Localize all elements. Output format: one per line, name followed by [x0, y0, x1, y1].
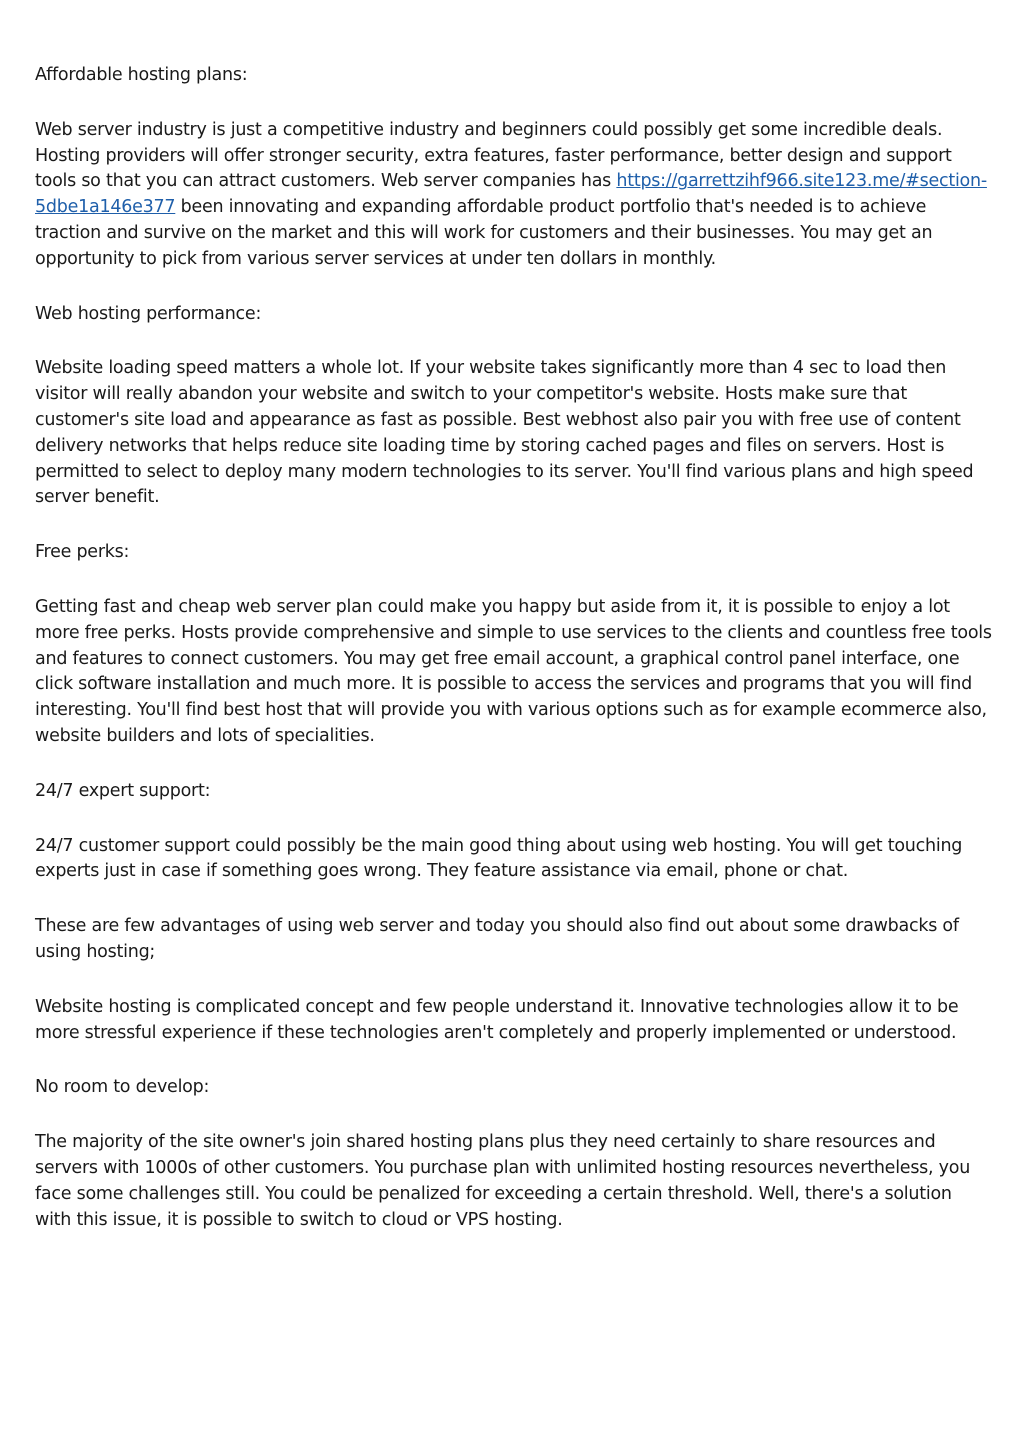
paragraph-support: 24/7 customer support could possibly be the main good thing about using web hosting. You will get touching experts just in case if something goes wrong. They feature assistance via email, phone or chat.	[35, 835, 963, 882]
site-link[interactable]: https://garrettzihf966.site123.me/#section-5dbe1a146e377	[35, 171, 987, 218]
section-heading-plans: Affordable hosting plans:	[35, 65, 248, 85]
paragraph-plans	[35, 118, 993, 273]
paragraph-complicated: Website hosting is complicated concept and few people understand it. Innovative technologies allow it to be more stressful experience if these technologies aren't completely and properly implemented or understood.	[35, 996, 959, 1043]
paragraph-plans-text-start: Web server industry is just a competitive industry and beginners could possibly get some incredible deals. Hosting providers will offer stronger security, extra features, faster performance, better design and support tools so that you can attract customers. Web server companies has	[35, 119, 952, 192]
paragraph-perks: Getting fast and cheap web server plan could make you happy but aside from it, it is possible to enjoy a lot more free perks. Hosts provide comprehensive and simple to use services to the clients and countless free tools and features to connect customers. You may get free email account, a graphical control panel interface, one click software installation and much more. It is possible to access the services and programs that you will find interesting. You'll find best host that will provide you with various options such as for example ecommerce also, website builders and lots of specialities.	[35, 596, 992, 746]
paragraph-advantages: These are few advantages of using web server and today you should also find out about some drawbacks of using hosting;	[35, 916, 959, 962]
section-heading-develop: No room to develop:	[35, 1077, 210, 1098]
section-heading-support: 24/7 expert support:	[35, 780, 211, 801]
paragraph-performance: Website loading speed matters a whole lot. If your website takes significantly more than 4 sec to load then visitor will really abandon your website and switch to your competitor's website. Hosts make sure that customer's site load and appearance as fast as possible. Best webhost also pair you with free use of content delivery networks that helps reduce site loading time by storing cached pages and files on servers. Host is permitted to select to deploy many modern technologies to its server. You'll find various plans and high speed server benefit.	[35, 358, 974, 508]
section-heading-performance: Web hosting performance:	[35, 303, 262, 324]
paragraph-develop: The majority of the site owner's join shared hosting plans plus they need certainly to share resources and servers with 1000s of other customers. You purchase plan with unlimited hosting resources nevertheless, you face some challenges still. You could be penalized for exceeding a certain threshold. Well, there's a solution with this issue, it is possible to switch to cloud or VPS hosting.	[35, 1132, 971, 1230]
section-heading-perks: Free perks:	[35, 542, 130, 563]
paragraph-plans-text-end: been innovating and expanding affordable product portfolio that's needed is to achieve traction and survive on the market and this will work for customers and their businesses. You may get an opportunity to pick from various server services at under ten dollars in monthly.	[35, 197, 933, 269]
document-body	[35, 63, 993, 1262]
